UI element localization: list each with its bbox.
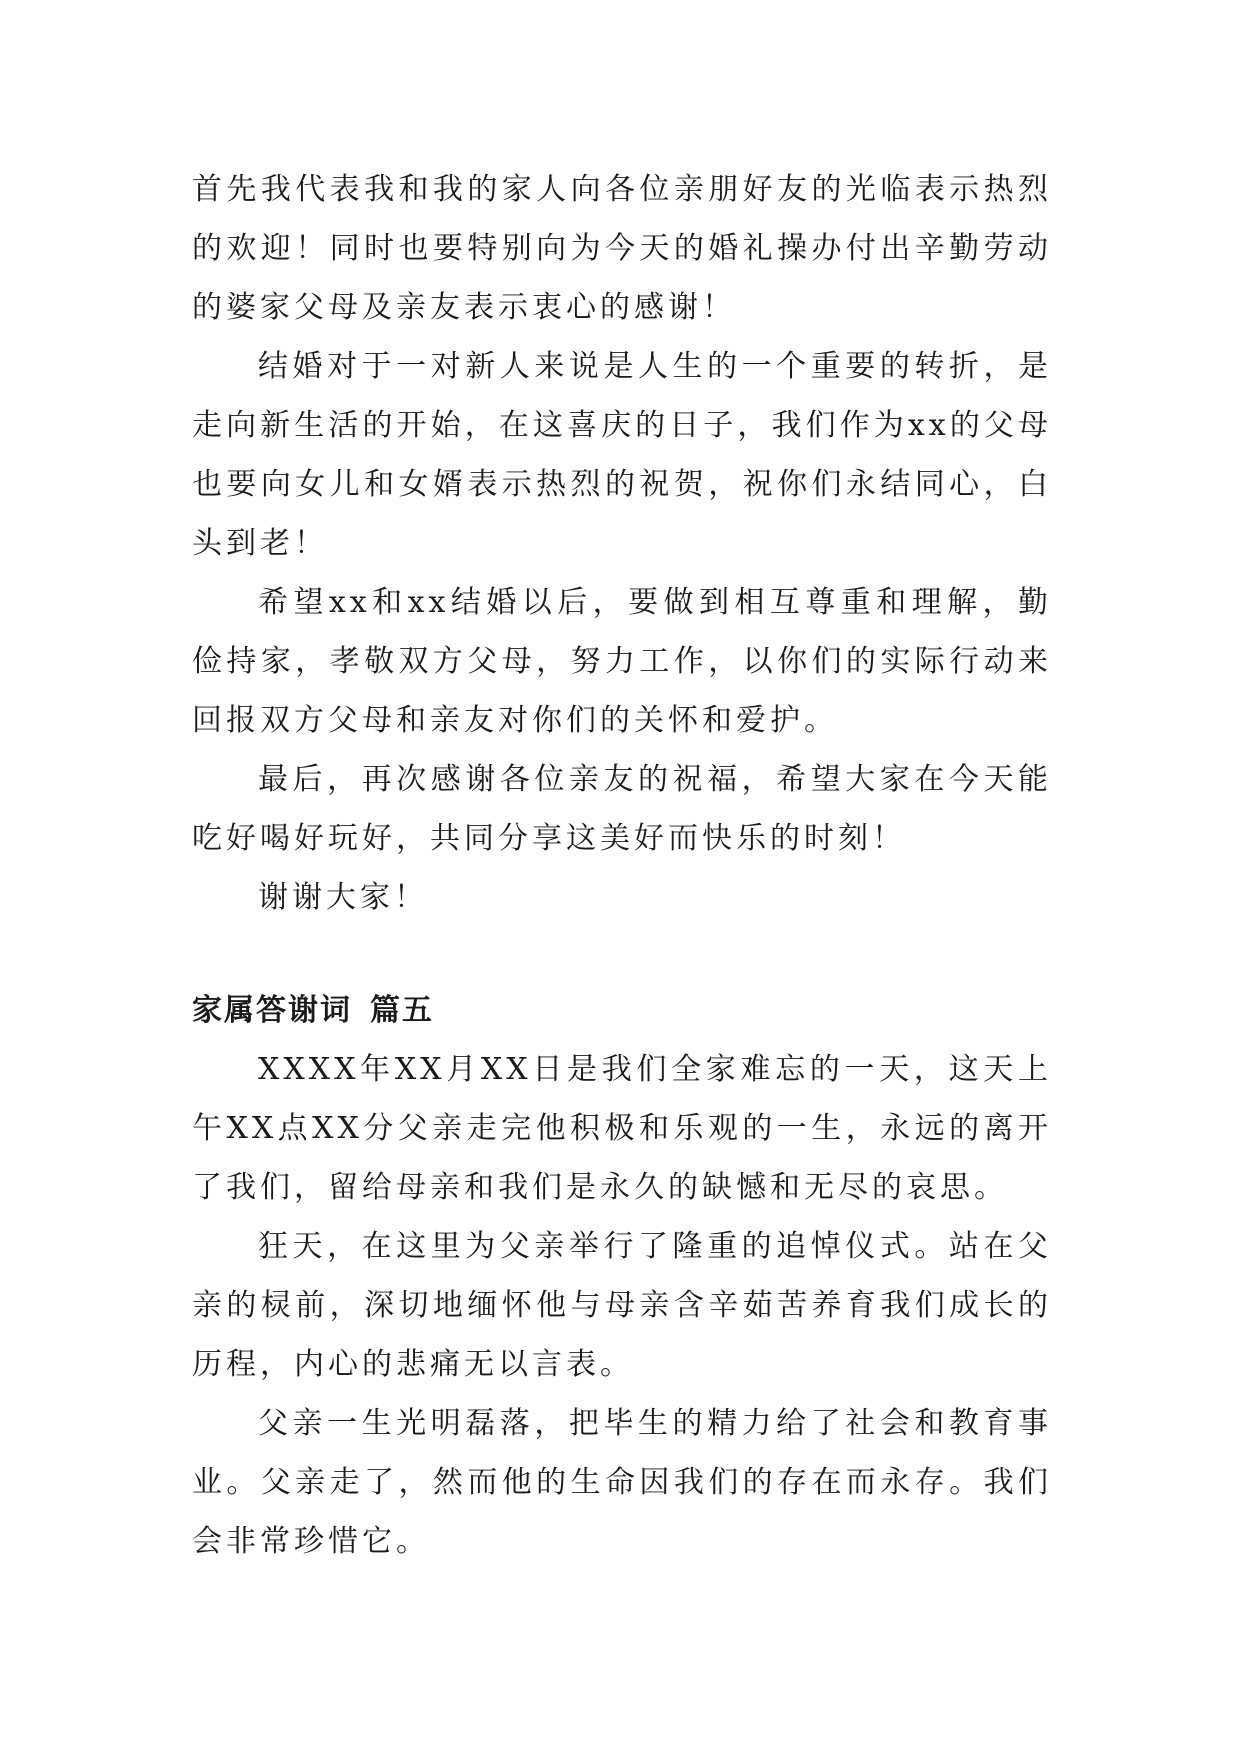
document-page (192, 160, 1052, 1571)
paragraph-6: XXXX年XX月XX日是我们全家难忘的一天，这天上午XX点XX分父亲走完他积极和乐观的一生，永远的离开了我们，留给母亲和我们是永久的缺憾和无尽的哀思。 (192, 1052, 1052, 1205)
section-title: 家属答谢词 (192, 993, 352, 1028)
section-heading (192, 981, 1052, 1040)
paragraph-5: 谢谢大家！ (258, 880, 428, 915)
paragraph-7: 狂天，在这里为父亲举行了隆重的追悼仪式。站在父亲的棂前，深切地缅怀他与母亲含辛茹苦养育我们成长的历程，内心的悲痛无以言表。 (192, 1229, 1052, 1382)
paragraph-4: 最后，再次感谢各位亲友的祝福，希望大家在今天能吃好喝好玩好，共同分享这美好而快乐的时刻！ (192, 762, 1052, 856)
paragraph-2: 结婚对于一对新人来说是人生的一个重要的转折，是走向新生活的开始，在这喜庆的日子，我们作为xx的父母也要向女儿和女婿表示热烈的祝贺，祝你们永结同心，白头到老！ (192, 349, 1052, 561)
paragraph-1: 首先我代表我和我的家人向各位亲朋好友的光临表示热烈的欢迎！同时也要特别向为今天的婚礼操办付出辛勤劳动的婆家父母及亲友表示衷心的感谢！ (192, 172, 1052, 325)
section-subtitle: 篇五 (370, 993, 434, 1028)
paragraph-8: 父亲一生光明磊落，把毕生的精力给了社会和教育事业。父亲走了，然而他的生命因我们的存在而永存。我们会非常珍惜它。 (192, 1406, 1052, 1559)
paragraph-3: 希望xx和xx结婚以后，要做到相互尊重和理解，勤俭持家，孝敬双方父母，努力工作，以你们的实际行动来回报双方父母和亲友对你们的关怀和爱护。 (192, 585, 1052, 738)
